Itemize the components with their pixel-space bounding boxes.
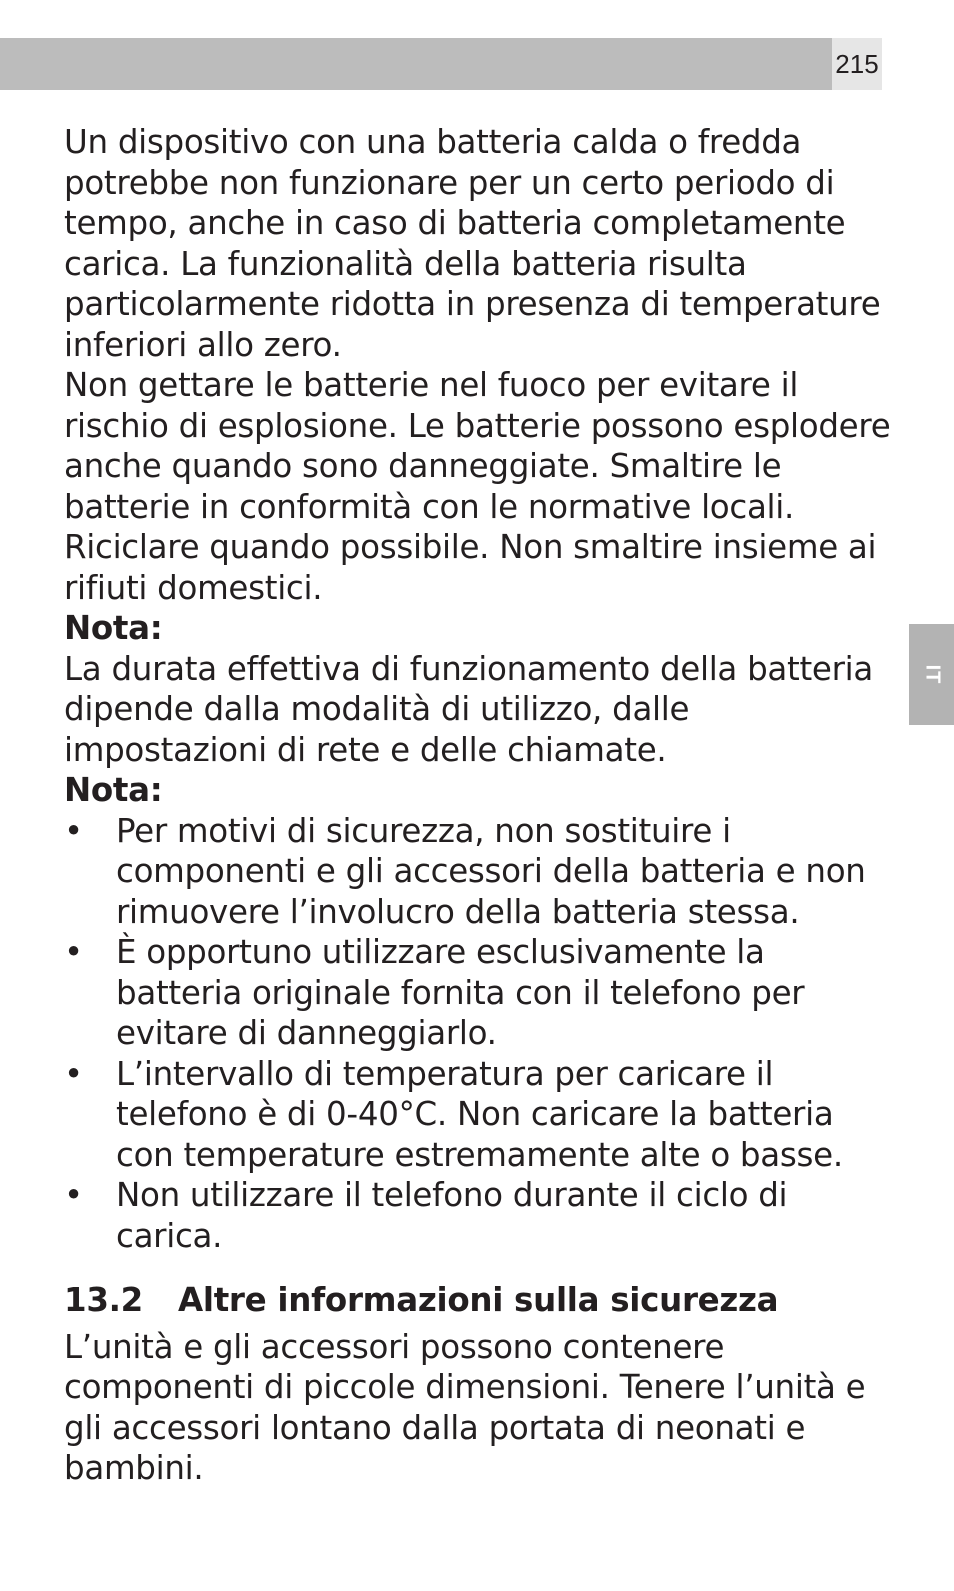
list-item: [64, 811, 894, 933]
note-text: La durata effettiva di funzionamento della batteria dipende dalla modalità di utilizzo, dalle impostazioni di rete e delle chiamate.: [64, 649, 874, 769]
paragraph-battery-disposal: Non gettare le batterie nel fuoco per evitare il rischio di esplosione. Le batterie possono esplodere anche quando sono danneggiate. Smaltire le batterie in conformità con le normative locali. Riciclare quando possibile. Non smaltire insieme ai rifiuti domestici.: [64, 366, 891, 607]
paragraph-battery-temperature: Un dispositivo con una batteria calda o fredda potrebbe non funzionare per un certo periodo di tempo, anche in caso di batteria completamente carica. La funzionalità della batteria risulta particolarmente ridotta in presenza di temperature inferiori allo zero.: [64, 123, 881, 364]
list-item: [64, 1175, 894, 1256]
section-heading: [64, 1280, 894, 1321]
section-number: 13.2: [64, 1281, 143, 1319]
list-item-text: È opportuno utilizzare esclusivamente la batteria originale fornita con il telefono per evitare di danneggiarlo.: [116, 933, 805, 1052]
list-item-text: L’intervallo di temperatura per caricare il telefono è di 0-40°C. Non caricare la batteria con temperature estremamente alte o basse.: [116, 1054, 843, 1174]
list-item-text: Non utilizzare il telefono durante il ciclo di carica.: [116, 1176, 788, 1255]
note-label: Nota:: [64, 771, 163, 809]
list-item: [64, 1054, 894, 1176]
page-number: [832, 38, 882, 90]
bullet-icon: •: [64, 1176, 83, 1214]
note-label: Nota:: [64, 609, 163, 647]
list-item-text: Per motivi di sicurezza, non sostituire i componenti e gli accessori della batteria e non rimuovere l’involucro della batteria stessa.: [116, 811, 866, 931]
note-bullet-list: [64, 811, 894, 1257]
section-title: Altre informazioni sulla sicurezza: [178, 1281, 779, 1319]
bullet-icon: •: [64, 811, 83, 850]
page-content: [64, 122, 894, 1489]
language-tab: [909, 624, 954, 725]
section-text: L’unità e gli accessori possono contenere componenti di piccole dimensioni. Tenere l’unità e gli accessori lontano dalla portata di neonati e bambini.: [64, 1327, 866, 1487]
bullet-icon: •: [64, 933, 83, 971]
page-number-text: 215: [835, 48, 879, 79]
bullet-icon: •: [64, 1054, 83, 1093]
list-item: [64, 932, 894, 1054]
language-tab-label: IT: [921, 664, 943, 685]
header-bar: [0, 38, 832, 90]
